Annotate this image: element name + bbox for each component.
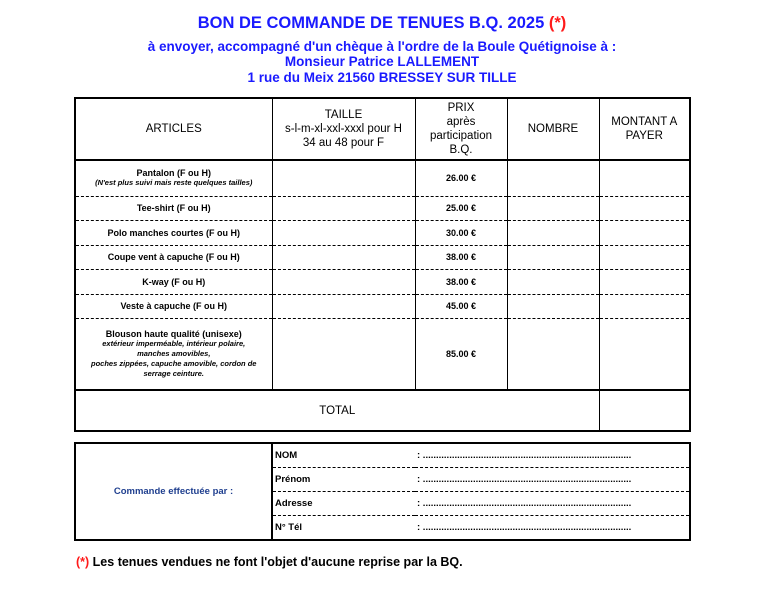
price-cell: 25.00 € <box>415 196 507 221</box>
size-input-cell[interactable] <box>272 294 415 319</box>
amount-input-cell[interactable] <box>599 221 690 246</box>
quantity-input-cell[interactable] <box>507 319 599 391</box>
article-name: K-way (F ou H) <box>75 270 272 295</box>
total-label: TOTAL <box>75 390 599 431</box>
field-label-adresse: Adresse <box>272 492 415 516</box>
article-cell <box>75 319 272 391</box>
article-note: serrage ceinture. <box>143 369 204 378</box>
quantity-input-cell[interactable] <box>507 270 599 295</box>
header-montant-line2: PAYER <box>625 130 663 142</box>
price-cell: 45.00 € <box>415 294 507 319</box>
table-row <box>75 270 690 295</box>
quantity-input-cell[interactable] <box>507 221 599 246</box>
total-amount-cell[interactable] <box>599 390 690 431</box>
table-row <box>75 196 690 221</box>
nom-field[interactable]: : ............................................................................... <box>415 443 690 468</box>
price-cell: 26.00 € <box>415 160 507 196</box>
prenom-field[interactable]: : ............................................................................... <box>415 468 690 492</box>
adresse-field[interactable]: : ............................................................................... <box>415 492 690 516</box>
article-note: extérieur imperméable, intérieur polaire, <box>102 339 246 348</box>
price-cell: 85.00 € <box>415 319 507 391</box>
table-row <box>75 245 690 270</box>
quantity-input-cell[interactable] <box>507 160 599 196</box>
title-asterisk-mark: (*) <box>548 14 567 32</box>
price-cell: 38.00 € <box>415 270 507 295</box>
amount-input-cell[interactable] <box>599 245 690 270</box>
table-row <box>75 294 690 319</box>
recipient-name: Monsieur Patrice LALLEMENT <box>284 54 480 69</box>
recipient-address: 1 rue du Meix 21560 BRESSEY SUR TILLE <box>247 70 517 85</box>
header-taille <box>272 98 415 160</box>
page-title <box>0 14 764 33</box>
size-input-cell[interactable] <box>272 270 415 295</box>
article-cell <box>75 160 272 196</box>
article-name: Coupe vent à capuche (F ou H) <box>75 245 272 270</box>
header-prix-line2: après <box>446 116 476 128</box>
article-name: Blouson haute qualité (unisexe) <box>105 329 242 339</box>
send-instructions: à envoyer, accompagné d'un chèque à l'ordre de la Boule Quétignoise à : <box>147 39 617 54</box>
quantity-input-cell[interactable] <box>507 196 599 221</box>
order-table <box>74 97 691 432</box>
quantity-input-cell[interactable] <box>507 294 599 319</box>
tel-field[interactable]: : ............................................................................... <box>417 522 632 533</box>
table-header-row <box>75 98 690 160</box>
table-row <box>75 160 690 196</box>
customer-form <box>74 442 691 541</box>
header-prix-line1: PRIX <box>447 102 475 114</box>
table-row <box>75 319 690 391</box>
amount-input-cell[interactable] <box>599 196 690 221</box>
quantity-input-cell[interactable] <box>507 245 599 270</box>
header-articles: ARTICLES <box>75 98 272 160</box>
size-input-cell[interactable] <box>272 319 415 391</box>
article-name: Tee-shirt (F ou H) <box>75 196 272 221</box>
header-taille-line1: TAILLE <box>324 109 363 121</box>
footer-asterisk-mark: (*) <box>76 555 90 569</box>
size-input-cell[interactable] <box>272 196 415 221</box>
price-cell: 30.00 € <box>415 221 507 246</box>
article-note: poches zippées, capuche amovible, cordon de <box>91 359 257 368</box>
header-prix-line4: B.Q. <box>449 144 473 156</box>
article-note: (N'est plus suivi mais reste quelques tailles) <box>95 178 253 188</box>
price-cell: 38.00 € <box>415 245 507 270</box>
field-label-prenom: Prénom <box>272 468 415 492</box>
size-input-cell[interactable] <box>272 245 415 270</box>
field-label-nom: NOM <box>272 443 415 468</box>
table-row <box>75 221 690 246</box>
article-name: Veste à capuche (F ou H) <box>75 294 272 319</box>
amount-input-cell[interactable] <box>599 319 690 391</box>
header-taille-line2: s-l-m-xl-xxl-xxxl pour H <box>285 123 402 135</box>
amount-input-cell[interactable] <box>599 294 690 319</box>
footer-note <box>76 555 463 569</box>
header-taille-line3: 34 au 48 pour F <box>302 137 385 149</box>
header-montant <box>599 98 690 160</box>
size-input-cell[interactable] <box>272 221 415 246</box>
title-text: BON DE COMMANDE DE TENUES B.Q. 2025 <box>197 14 545 32</box>
amount-input-cell[interactable] <box>599 160 690 196</box>
total-row <box>75 390 690 431</box>
ordered-by-label: Commande effectuée par : <box>75 443 272 540</box>
footer-text: Les tenues vendues ne font l'objet d'aucune reprise par la BQ. <box>89 555 463 569</box>
amount-input-cell[interactable] <box>599 270 690 295</box>
field-label-tel: N° Tél <box>275 522 303 533</box>
article-name: Polo manches courtes (F ou H) <box>75 221 272 246</box>
header-prix <box>415 98 507 160</box>
size-input-cell[interactable] <box>272 160 415 196</box>
article-name: Pantalon (F ou H) <box>136 168 211 179</box>
header-montant-line1: MONTANT A <box>611 116 678 128</box>
header-prix-line3: participation <box>429 130 492 142</box>
header-nombre: NOMBRE <box>507 98 599 160</box>
article-note: manches amovibles, <box>137 349 211 358</box>
